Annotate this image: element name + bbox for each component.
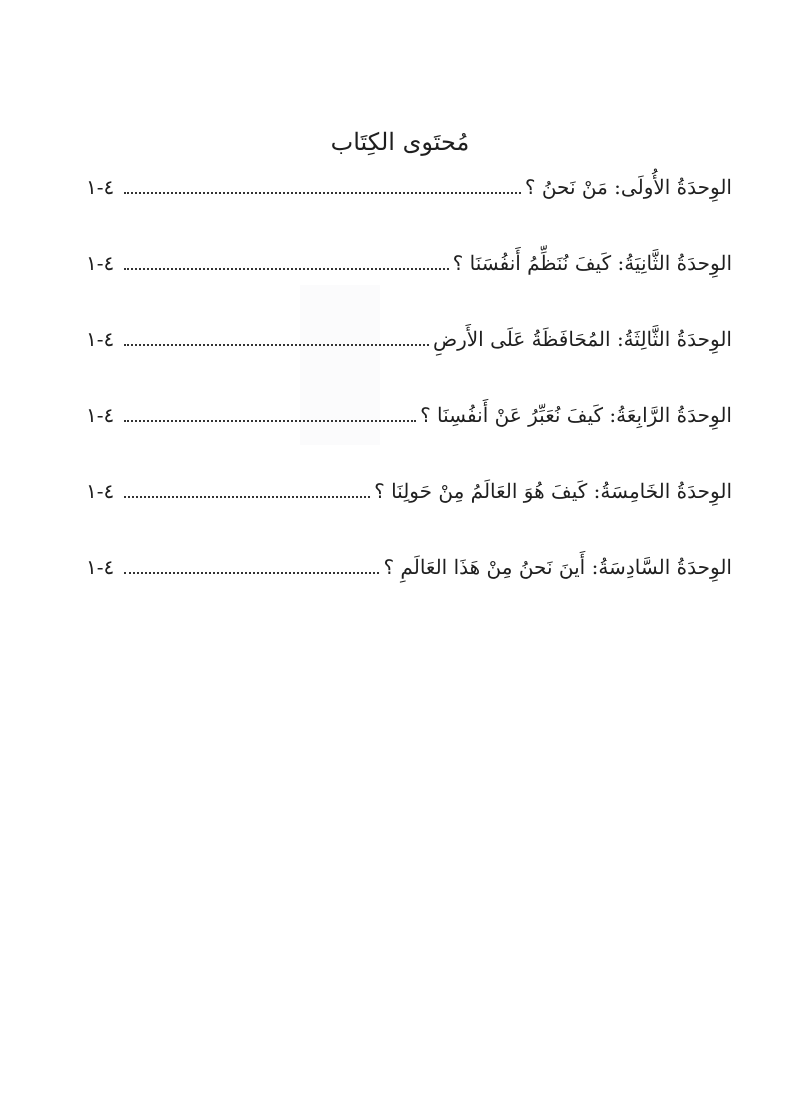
toc-page-range: ٤-١ <box>86 403 115 427</box>
toc-list <box>86 172 732 628</box>
toc-page-range: ٤-١ <box>86 175 115 199</box>
toc-dot-leader <box>124 552 379 582</box>
toc-unit-title: الوِحدَةُ الرَّابِعَةُ: كَيفَ نُعَبِّرُ عَنْ أَنفُسِنَا ؟ <box>420 403 732 427</box>
toc-dot-leader <box>124 476 370 506</box>
toc-dot-leader <box>124 172 521 202</box>
toc-entry-4 <box>86 400 732 476</box>
toc-entry-3 <box>86 324 732 400</box>
toc-unit-title: الوِحدَةُ الثَّانِيَةُ: كَيفَ نُنَظِّمُ أَنفُسَنَا ؟ <box>452 251 732 275</box>
toc-entry-2 <box>86 248 732 324</box>
toc-dot-leader <box>124 400 416 430</box>
toc-entry-6 <box>86 552 732 628</box>
toc-entry-1 <box>86 172 732 248</box>
toc-page-range: ٤-١ <box>86 327 115 351</box>
toc-page-range: ٤-١ <box>86 479 115 503</box>
toc-dot-leader <box>124 324 429 354</box>
toc-unit-title: الوِحدَةُ الثَّالِثَةُ: المُحَافَظَةُ عَلَى الأَرضِ <box>432 327 732 351</box>
toc-unit-title: الوِحدَةُ السَّادِسَةُ: أَينَ نَحنُ مِنْ هَذَا العَالَمِ ؟ <box>383 555 732 579</box>
toc-page-range: ٤-١ <box>86 251 115 275</box>
toc-unit-title: الوِحدَةُ الخَامِسَةُ: كَيفَ هُوَ العَالَمُ مِنْ حَولِنَا ؟ <box>374 479 732 503</box>
toc-page-range: ٤-١ <box>86 555 115 579</box>
toc-dot-leader <box>124 248 448 278</box>
toc-unit-title: الوِحدَةُ الأُولَى: مَنْ نَحنُ ؟ <box>524 175 732 199</box>
page-title: مُحتَوى الكِتَاب <box>330 128 470 156</box>
toc-entry-5 <box>86 476 732 552</box>
